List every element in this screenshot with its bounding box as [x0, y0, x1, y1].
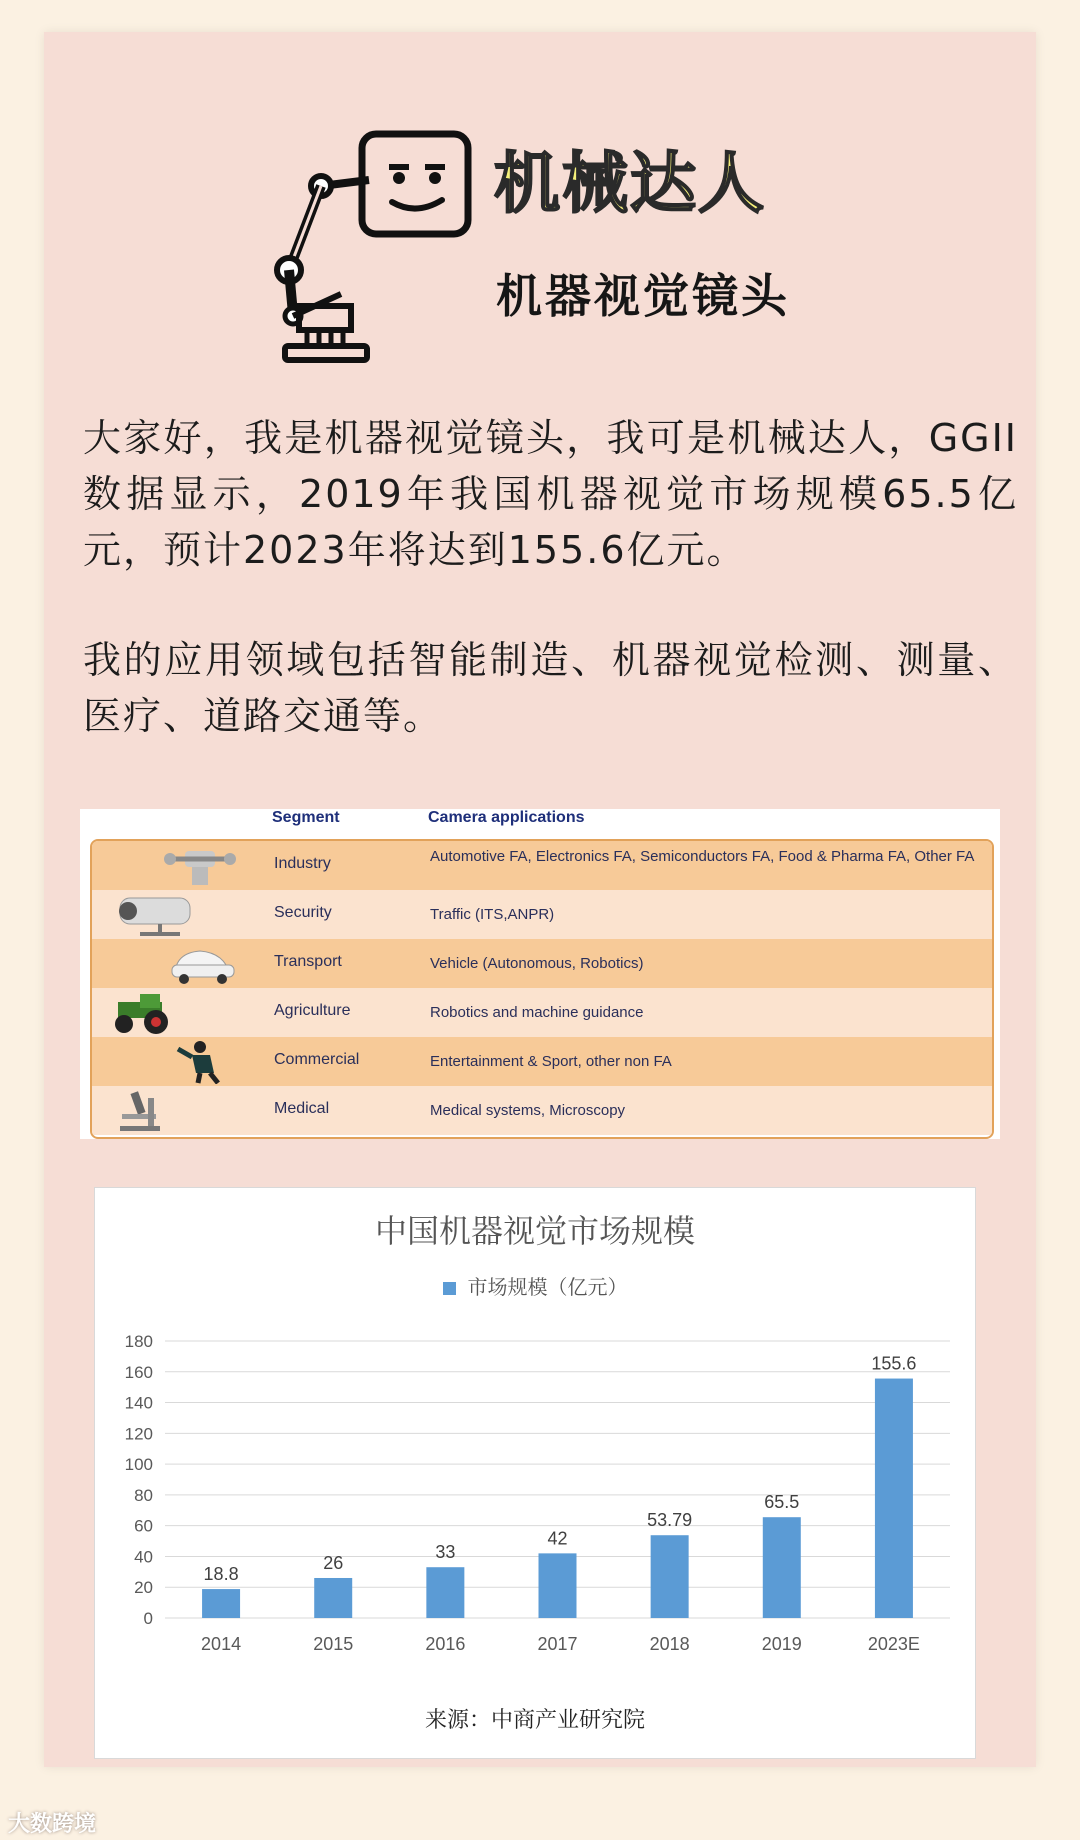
data-label: 155.6 [871, 1353, 917, 1374]
segment-applications: Vehicle (Autonomous, Robotics) [430, 955, 644, 972]
y-tick-label: 120 [124, 1424, 153, 1444]
brand-title: 机械达人 [494, 145, 766, 222]
segment-name: Medical [274, 1100, 330, 1117]
y-tick-label: 60 [134, 1516, 153, 1536]
athlete-icon [100, 1039, 250, 1084]
x-tick-label: 2014 [201, 1634, 242, 1654]
intro-paragraph: 大家好，我是机器视觉镜头，我可是机械达人，GGII数据显示，2019年我国机器视觉市场规模65.5亿元，预计2023年将达到155.6亿元。 [83, 416, 1018, 572]
x-tick-label: 2018 [649, 1634, 690, 1654]
bar [314, 1578, 352, 1618]
segment-applications: Traffic (ITS,ANPR) [430, 906, 555, 923]
x-tick-label: 2016 [425, 1634, 466, 1654]
y-tick-label: 80 [134, 1485, 153, 1505]
chart-title: 中国机器视觉市场规模 [374, 1212, 695, 1250]
applications-header: Camera applications [428, 809, 585, 826]
table-row [92, 1037, 992, 1086]
microscope-icon [100, 1088, 250, 1133]
segment-table-body [90, 839, 994, 1139]
content-card [44, 32, 1036, 1767]
watermark-text: 大数跨境 [8, 1812, 97, 1837]
y-tick-label: 180 [124, 1332, 153, 1351]
autonomous-car-icon [100, 941, 250, 986]
segment-table [80, 809, 1000, 1139]
legend-label: 市场规模（亿元） [467, 1275, 628, 1299]
data-label: 26 [323, 1552, 344, 1573]
bar [202, 1589, 240, 1618]
bar [651, 1535, 689, 1618]
x-tick-label: 2015 [313, 1634, 354, 1654]
segment-name: Agriculture [274, 1002, 351, 1019]
bar [426, 1567, 464, 1618]
table-row [92, 890, 992, 939]
market-size-chart [94, 1187, 976, 1759]
bar [763, 1517, 801, 1618]
y-tick-label: 20 [134, 1578, 153, 1598]
x-tick-label: 2019 [761, 1634, 802, 1654]
data-label: 65.5 [764, 1492, 800, 1513]
chart-source: 来源：中商产业研究院 [424, 1708, 645, 1733]
x-tick-label: 2023E [867, 1634, 920, 1654]
table-row [92, 939, 992, 988]
application-paragraph: 我的应用领域包括智能制造、机器视觉检测、测量、医疗、道路交通等。 [83, 638, 1018, 738]
segment-name: Security [274, 904, 332, 921]
segment-applications: Entertainment & Sport, other non FA [430, 1053, 672, 1070]
tractor-icon [100, 990, 250, 1035]
table-row [92, 1086, 992, 1135]
industry-robot-icon [100, 843, 250, 888]
table-row [92, 841, 992, 890]
data-label: 53.79 [647, 1510, 693, 1531]
watermark [8, 1807, 96, 1838]
chart-plot [95, 1188, 975, 1688]
segment-header: Segment [272, 809, 340, 826]
segment-name: Transport [274, 953, 342, 970]
security-camera-icon [100, 892, 250, 937]
y-tick-label: 40 [134, 1547, 153, 1567]
segment-name: Commercial [274, 1051, 360, 1068]
data-label: 33 [435, 1542, 456, 1563]
data-label: 18.8 [203, 1564, 239, 1585]
x-tick-label: 2017 [537, 1634, 578, 1654]
table-row [92, 988, 992, 1037]
y-tick-label: 160 [124, 1362, 153, 1382]
y-tick-label: 0 [143, 1609, 153, 1628]
segment-applications: Automotive FA, Electronics FA, Semiconductors FA, Food & Pharma FA, Other FA [430, 848, 975, 865]
page-subtitle: 机器视觉镜头 [496, 269, 790, 323]
bar [875, 1379, 913, 1618]
robot-arm-logo-icon [229, 94, 509, 374]
segment-name: Industry [274, 855, 331, 872]
segment-applications: Robotics and machine guidance [430, 1004, 644, 1021]
bar [539, 1553, 577, 1618]
y-tick-label: 140 [124, 1393, 153, 1413]
y-tick-label: 100 [124, 1455, 153, 1475]
data-label: 42 [547, 1528, 568, 1549]
segment-applications: Medical systems, Microscopy [430, 1102, 626, 1119]
